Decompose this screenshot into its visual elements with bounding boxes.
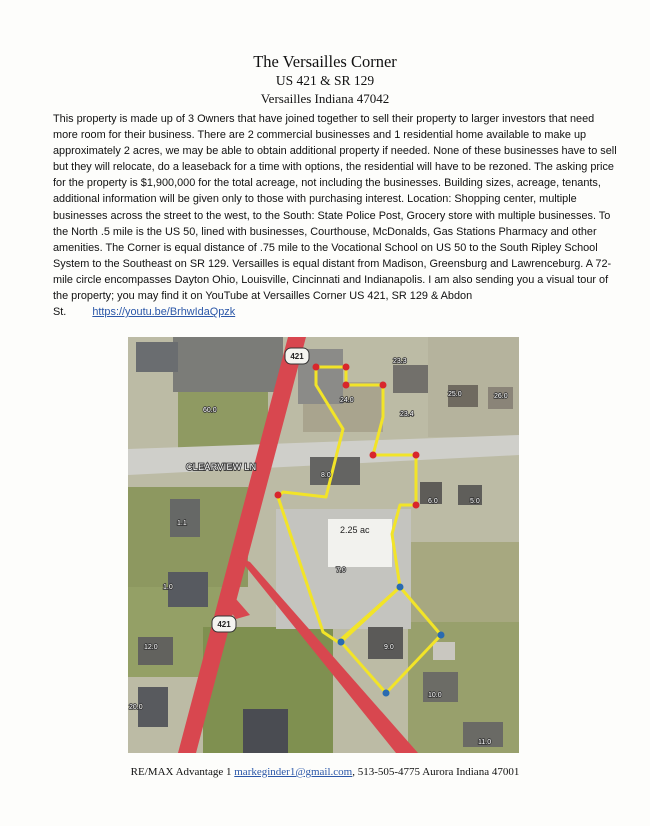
route-shield-south: 421	[217, 620, 231, 629]
route-shield-north: 421	[290, 352, 304, 361]
email-link[interactable]: markeginder1@gmail.com	[234, 766, 353, 778]
parcel-label: 12.0	[144, 644, 158, 651]
parcel-label: 25.0	[448, 391, 462, 398]
footer-contact	[0, 766, 650, 778]
parcel-label: 23.3	[393, 358, 407, 365]
description-paragraph: This property is made up of 3 Owners that have joined together to sell their property to larger investors that need more room for their business. There are 2 commercial businesses and 1 residential home available to make up approximately 2 acres, we may be able to obtain additional property if needed. None of these businesses have to sell but they will relocate, do a leaseback for a time with options, the residential will have to be rezoned. The asking price for the property is $1,900,000 for the total acreage, not including the businesses. Building sizes, acreage, tenants, additional information will be given only to those with purchasing interest. Location: Shopping center, multiple businesses across the street to the west, to the South: State Police Post, Grocery store with multiple businesses. To the North .5 mile is the US 50, lined with businesses, Courthouse, McDonalds, Gas Stations Pharmacy and other amenities. The Corner is equal distance of .75 mile to the Vocational School on US 50 to the South Ripley School System to the Southeast on SR 129. Versailles is equal distant from Madison, Greensburg and Lawrenceburg. A 72-mile circle encompasses Dayton Ohio, Louisville, Cincinnati and Indianapolis. I am also sending you a visual tour of the property; you may find it on YouTube at Versailles Corner US 421, SR 129 & Abdon St.	[53, 113, 617, 319]
parcel-label: 7.0	[336, 567, 346, 574]
agency-name: RE/MAX Advantage 1	[130, 766, 232, 778]
parcel-label: 5.0	[470, 498, 480, 505]
parcel-label: 1.1	[177, 520, 187, 527]
street-label: CLEARVIEW LN	[186, 462, 257, 472]
parcel-label: 8.0	[321, 472, 331, 479]
parcel-label: 60.0	[203, 407, 217, 414]
aerial-map-image	[128, 337, 519, 753]
youtube-link[interactable]: https://youtu.be/BrhwIdaQpzk	[92, 306, 236, 319]
acreage-label: 2.25 ac	[340, 525, 370, 535]
page-title: The Versailles Corner	[253, 52, 397, 71]
parcel-label: 24.0	[340, 397, 354, 404]
document-header	[0, 52, 650, 108]
aerial-map	[128, 337, 519, 753]
contact-details: , 513-505-4775 Aurora Indiana 47001	[352, 766, 520, 778]
parcel-label: 9.0	[384, 644, 394, 651]
property-description	[53, 111, 619, 320]
parcel-label: 20.0	[129, 704, 143, 711]
page-subtitle: US 421 & SR 129	[275, 73, 375, 88]
parcel-label: 1.0	[163, 584, 173, 591]
parcel-label: 10.0	[428, 692, 442, 699]
parcel-label: 26.0	[494, 393, 508, 400]
parcel-label: 11.0	[478, 739, 492, 746]
parcel-label: 23.4	[400, 411, 414, 418]
parcel-label: 6.0	[428, 498, 438, 505]
page-location: Versailles Indiana 47042	[260, 91, 390, 106]
